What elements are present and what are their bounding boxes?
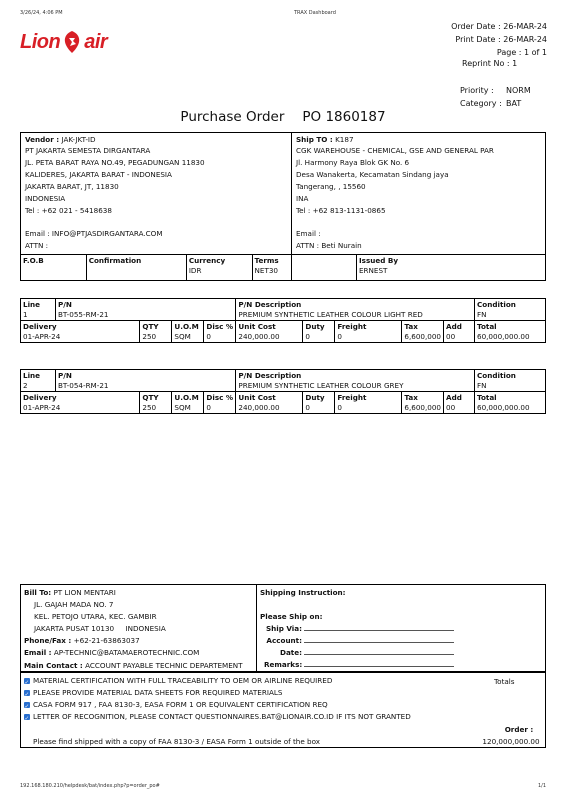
pn-header: P/N (58, 371, 72, 380)
delivery-cell (21, 392, 140, 414)
unit-cost-cell (236, 392, 303, 414)
contact-label: Main Contact : (24, 660, 83, 670)
part-number: BT-054-RM-21 (58, 380, 109, 390)
add-value: 00 (446, 331, 456, 341)
delivery-date: 01-APR-24 (23, 402, 61, 412)
lion-head-icon (61, 30, 83, 54)
logo-text-air: air (84, 30, 108, 53)
vendor-email: Email : INFO@PTJASDIRGANTARA.COM (25, 229, 163, 239)
qty-cell (140, 321, 172, 343)
total-value: 60,000,000.00 (477, 331, 530, 341)
phone-label: Phone/Fax : (24, 636, 72, 646)
unit-cost-value: 240,000.00 (238, 331, 280, 341)
disc-header: Disc % (206, 393, 234, 403)
closing-note: Please find shipped with a copy of FAA 8130-3 / EASA Form 1 outside of the box (33, 737, 321, 746)
total-cell (475, 321, 546, 343)
ship-via-label: Ship Via: (265, 624, 302, 634)
total-header: Total (477, 393, 497, 403)
ship-to-line: Jl. Harmony Raya Blok GK No. 6 (296, 157, 410, 167)
condition-header: Condition (477, 300, 516, 309)
uom-cell (172, 392, 204, 414)
currency-value: IDR (188, 265, 202, 275)
pn-header: P/N (58, 300, 72, 309)
ship-to-line: Tel : +62 813-1131-0865 (296, 206, 386, 216)
duty-header: Duty (305, 322, 325, 332)
priority-label: Priority : (460, 86, 494, 95)
date-field[interactable] (304, 647, 454, 655)
ship-to-cell (292, 133, 546, 255)
requirement-text: PLEASE PROVIDE MATERIAL DATA SHEETS FOR REQUIRED MATERIALS (33, 688, 283, 698)
page-title (0, 109, 566, 125)
requirement-item (24, 687, 474, 699)
issued-by-cell (357, 255, 546, 281)
delivery-date: 01-APR-24 (23, 331, 61, 341)
vendor-line: PT JAKARTA SEMESTA DIRGANTARA (25, 145, 151, 155)
print-timestamp: 3/26/24, 4:06 PM (20, 10, 63, 16)
order-meta (451, 20, 547, 59)
priority-value: NORM (506, 86, 531, 95)
add-value: 00 (446, 402, 456, 412)
email-label: Email : (24, 648, 52, 658)
issued-by-value: ERNEST (359, 265, 388, 275)
requirement-item (24, 675, 474, 687)
tax-value: 6,600,000 (404, 331, 441, 341)
line-number-cell (21, 299, 56, 321)
pn-cell (56, 370, 236, 392)
bill-to-line: JAKARTA PUSAT 10130 INDONESIA (34, 624, 166, 634)
ship-to-line: INA (296, 193, 309, 203)
order-date: Order Date : 26-MAR-24 (451, 22, 547, 31)
ship-to-code: K187 (335, 135, 354, 144)
add-header: Add (446, 393, 462, 403)
condition-header: Condition (477, 371, 516, 380)
fob-label: F.O.B (23, 256, 44, 266)
ship-to-attn: ATTN : Beti Nurain (296, 241, 362, 251)
duty-cell (303, 321, 335, 343)
bill-to-line: JL. GAJAH MADA NO. 7 (34, 600, 114, 610)
window-title: TRAX Dashboard (294, 10, 336, 16)
tax-header: Tax (404, 393, 418, 403)
uom-header: U.O.M (174, 393, 199, 403)
uom-value: SQM (174, 331, 191, 341)
freight-value: 0 (337, 331, 342, 341)
page-number: Page : 1 of 1 (496, 48, 547, 57)
line-number-cell (21, 370, 56, 392)
delivery-header: Delivery (23, 393, 57, 403)
shipping-instruction-label: Shipping Instruction: (260, 588, 346, 597)
line-item-2 (20, 369, 546, 414)
footer-page: 1/1 (538, 783, 547, 789)
account-field[interactable] (304, 635, 454, 643)
logo-text-lion: Lion (20, 30, 61, 53)
vendor-line: JL. PETA BARAT RAYA NO.49, PEGADUNGAN 11830 (25, 157, 205, 167)
bill-to-name: PT LION MENTARI (53, 588, 116, 597)
currency-cell (186, 255, 252, 281)
ship-to-email: Email : (296, 229, 321, 239)
desc-cell (236, 370, 475, 392)
ship-via-field[interactable] (304, 623, 454, 631)
please-ship-label: Please Ship on: (260, 612, 323, 622)
duty-header: Duty (305, 393, 325, 403)
requirement-item (24, 711, 474, 723)
unit-cost-header: Unit Cost (238, 393, 276, 403)
tax-value: 6,600,000 (404, 402, 441, 412)
category-value: BAT (506, 99, 522, 108)
line-item-1 (20, 298, 546, 343)
freight-value: 0 (337, 402, 342, 412)
currency-label: Currency (188, 256, 226, 266)
duty-cell (303, 392, 335, 414)
add-header: Add (446, 322, 462, 332)
account-label: Account: (266, 636, 302, 646)
add-cell (444, 321, 475, 343)
freight-header: Freight (337, 322, 367, 332)
qty-header: QTY (142, 393, 159, 403)
issued-by-label: Issued By (359, 256, 399, 266)
condition-cell (475, 370, 546, 392)
reprint-number: Reprint No : 1 (462, 59, 518, 68)
phone-value: +62-21-63863037 (73, 636, 140, 646)
condition-value: FN (477, 309, 487, 319)
bill-to-label: Bill To: (24, 588, 52, 597)
vendor-code: JAK-JKT-ID (61, 135, 96, 144)
po-number: PO 1860187 (302, 109, 386, 125)
desc-cell (236, 299, 475, 321)
remarks-field[interactable] (304, 659, 454, 667)
bill-to-box (20, 584, 546, 672)
desc-header: P/N Description (238, 371, 302, 380)
checkbox-checked-icon[interactable] (24, 690, 30, 696)
line-number: 1 (23, 309, 28, 319)
footer-url: 192.168.180.210/helpdesk/bat/index.php?p=order_po# (20, 783, 160, 789)
freight-cell (335, 392, 402, 414)
tax-cell (402, 321, 444, 343)
requirements-list (24, 675, 474, 723)
line-number: 2 (23, 380, 28, 390)
email-value: AP-TECHNIC@BATAMAEROTECHNIC.COM (53, 648, 200, 658)
vendor-shipto-table (20, 132, 546, 281)
tax-cell (402, 392, 444, 414)
add-cell (444, 392, 475, 414)
disc-value: 0 (206, 331, 211, 341)
shipping-instruction-section (257, 585, 545, 674)
unit-cost-cell (236, 321, 303, 343)
requirement-text: MATERIAL CERTIFICATION WITH FULL TRACEABILITY TO OEM OR AIRLINE REQUIRED (33, 676, 333, 685)
confirmation-label: Confirmation (88, 256, 142, 266)
terms-cell (252, 255, 291, 281)
remarks-label: Remarks: (264, 660, 303, 670)
condition-value: FN (477, 380, 487, 390)
qty-value: 250 (142, 402, 157, 412)
totals-label: Totals (494, 677, 515, 686)
duty-value: 0 (305, 402, 310, 412)
vendor-line: KALIDERES, JAKARTA BARAT - INDONESIA (25, 169, 172, 179)
requirements-box (20, 672, 546, 748)
freight-header: Freight (337, 393, 367, 403)
unit-cost-value: 240,000.00 (238, 402, 280, 412)
disc-cell (204, 321, 236, 343)
pn-cell (56, 299, 236, 321)
order-total-label: Order : (504, 725, 534, 734)
title-label: Purchase Order (180, 109, 285, 125)
bill-to-section (21, 585, 257, 671)
vendor-line: INDONESIA (25, 193, 66, 203)
freight-cell (335, 321, 402, 343)
delivery-header: Delivery (23, 322, 57, 332)
requirement-text: LETTER OF RECOGNITION, PLEASE CONTACT QUESTIONNAIRES.BAT@LIONAIR.CO.ID IF ITS NOT GRANTED (33, 712, 411, 722)
uom-cell (172, 321, 204, 343)
terms-value: NET30 (254, 265, 278, 275)
lion-air-logo (20, 30, 107, 54)
terms-label: Terms (254, 256, 279, 266)
disc-cell (204, 392, 236, 414)
part-number: BT-055-RM-21 (58, 309, 109, 319)
date-label: Date: (279, 648, 302, 658)
condition-cell (475, 299, 546, 321)
checkbox-checked-icon[interactable] (24, 714, 30, 720)
vendor-line: Tel : +62 021 - 5418638 (25, 206, 112, 216)
ship-to-line: Tangerang, , 15560 (296, 181, 366, 191)
delivery-cell (21, 321, 140, 343)
print-date: Print Date : 26-MAR-24 (455, 35, 547, 44)
desc-header: P/N Description (238, 300, 302, 309)
ship-to-line: Desa Wanakerta, Kecamatan Sindang jaya (296, 169, 449, 179)
part-description: PREMIUM SYNTHETIC LEATHER COLOUR LIGHT RED (238, 309, 423, 319)
duty-value: 0 (305, 331, 310, 341)
order-total-value: 120,000,000.00 (482, 737, 540, 746)
ship-to-label: Ship TO : (296, 135, 333, 144)
total-header: Total (477, 322, 497, 332)
requirement-item (24, 699, 474, 711)
terms-spacer (292, 255, 357, 281)
vendor-attn: ATTN : (25, 241, 49, 251)
ship-to-line: CGK WAREHOUSE - CHEMICAL, GSE AND GENERAL PAR (296, 145, 494, 155)
checkbox-checked-icon[interactable] (24, 702, 30, 708)
uom-header: U.O.M (174, 322, 199, 332)
vendor-cell (21, 133, 292, 255)
total-value: 60,000,000.00 (477, 402, 530, 412)
tax-header: Tax (404, 322, 418, 332)
uom-value: SQM (174, 402, 191, 412)
disc-value: 0 (206, 402, 211, 412)
requirement-text: CASA FORM 917 , FAA 8130-3, EASA FORM 1 OR EQUIVALENT CERTIFICATION REQ (33, 700, 328, 710)
line-header: Line (23, 300, 41, 309)
checkbox-checked-icon[interactable] (24, 678, 30, 684)
confirmation-cell (86, 255, 186, 281)
qty-header: QTY (142, 322, 159, 332)
fob-cell (21, 255, 87, 281)
total-cell (475, 392, 546, 414)
category-label: Category : (460, 99, 502, 108)
line-header: Line (23, 371, 41, 380)
vendor-label: Vendor : (25, 135, 60, 144)
qty-value: 250 (142, 331, 157, 341)
contact-value: ACCOUNT PAYABLE TECHNIC DEPARTEMENT (85, 660, 243, 670)
disc-header: Disc % (206, 322, 234, 332)
unit-cost-header: Unit Cost (238, 322, 276, 332)
bill-to-line: KEL. PETOJO UTARA, KEC. GAMBIR (34, 612, 157, 622)
qty-cell (140, 392, 172, 414)
part-description: PREMIUM SYNTHETIC LEATHER COLOUR GREY (238, 380, 404, 390)
vendor-line: JAKARTA BARAT, JT, 11830 (25, 181, 119, 191)
